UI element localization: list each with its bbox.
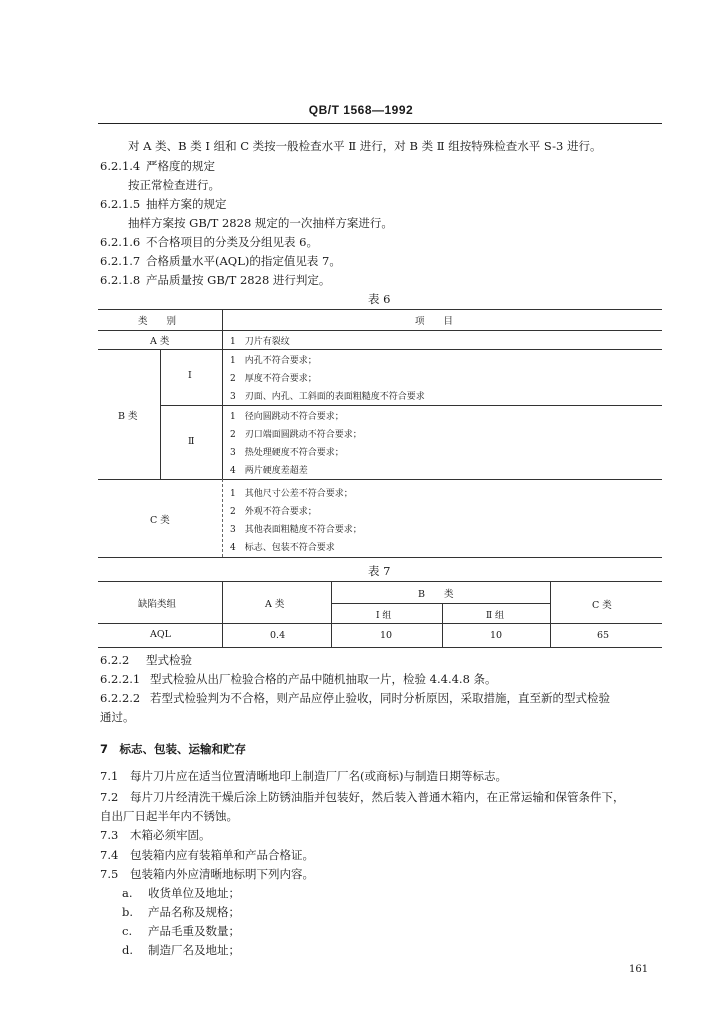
table6-a-item: 1 刀片有裂纹 (230, 337, 290, 347)
table7-row-label: AQL (150, 629, 171, 640)
standard-code: QB/T 1568—1992 (308, 103, 414, 117)
table-rule (98, 309, 662, 310)
table6-caption: 表 6 (368, 292, 391, 306)
table-rule (98, 557, 662, 558)
table7-head-b2: Ⅱ 组 (486, 611, 504, 621)
list-item: b. 产品名称及规格； (122, 905, 240, 919)
table-rule (98, 581, 662, 582)
table6-b1-item: 3 刃面、内孔、工斜面的表面粗糙度不符合要求 (230, 392, 425, 402)
table7-value-a: 0.4 (270, 630, 286, 641)
clause-6-2-2-1: 6.2.2.1 型式检验从出厂检验合格的产品中随机抽取一片，检验 4.4.4.8 条。 (100, 672, 497, 686)
list-item: a. 收货单位及地址； (122, 886, 240, 900)
table6-b1-item: 2 厚度不符合要求； (230, 374, 317, 384)
table6-b2-item: 4 两片硬度差超差 (230, 466, 308, 476)
table-rule (98, 623, 662, 624)
table6-b1-item: 1 内孔不符合要求； (230, 356, 317, 366)
clause-6-2-2: 6.2.2 型式检验 (100, 653, 192, 667)
table-rule (331, 603, 550, 604)
clause-7-4: 7.4 包装箱内应有装箱单和产品合格证。 (100, 848, 314, 862)
table-rule (160, 405, 662, 406)
table-rule (331, 581, 332, 647)
clause-6-2-1-8: 6.2.1.8 产品质量按 GB/T 2828 进行判定。 (100, 273, 331, 287)
paragraph: 抽样方案按 GB/T 2828 规定的一次抽样方案进行。 (128, 216, 393, 230)
table7-head-b: B 类 (418, 589, 454, 600)
page-number: 161 (629, 964, 649, 975)
table7-value-c: 65 (597, 630, 610, 641)
table6-head-category: 类 别 (138, 316, 177, 327)
table-rule (550, 581, 551, 647)
table-rule (98, 647, 662, 648)
clause-6-2-2-2: 6.2.2.2 若型式检验判为不合格，则产品应停止验收，同时分析原因，采取措施，直至新的型式检验 (100, 691, 610, 705)
table7-head-b1: Ⅰ 组 (376, 611, 392, 621)
table-rule (98, 330, 662, 331)
table-rule (98, 479, 662, 480)
table6-c-item: 4 标志、包装不符合要求 (230, 543, 335, 553)
list-item: d. 制造厂名及地址； (122, 943, 240, 957)
table7-head-defect: 缺陷类组 (138, 599, 177, 610)
table6-c-item: 1 其他尺寸公差不符合要求； (230, 489, 353, 499)
table6-c-item: 3 其他表面粗糙度不符合要求； (230, 525, 362, 535)
clause-7-3: 7.3 木箱必须牢固。 (100, 828, 211, 842)
table6-head-items: 项 目 (415, 316, 454, 327)
paragraph: 通过。 (100, 710, 135, 724)
table-rule (160, 349, 161, 479)
table7-value-b1: 10 (380, 630, 393, 641)
clause-7-5: 7.5 包装箱内外应清晰地标明下列内容。 (100, 867, 314, 881)
table6-b2-item: 2 刃口端面圆跳动不符合要求； (230, 430, 362, 440)
list-item: c. 产品毛重及数量； (122, 924, 240, 938)
table-rule (222, 581, 223, 647)
paragraph: 按正常检查进行。 (128, 178, 220, 192)
table6-b1-label: Ⅰ (188, 370, 192, 381)
table-rule (222, 479, 223, 557)
table-rule (98, 349, 662, 350)
table6-b2-item: 1 径向圆跳动不符合要求； (230, 412, 344, 422)
clause-7-2: 7.2 每片刀片经清洗干燥后涂上防锈油脂并包装好，然后装入普通木箱内，在正常运输和保管条件下， (100, 790, 625, 804)
clause-7-1: 7.1 每片刀片应在适当位置清晰地印上制造厂厂名(或商标)与制造日期等标志。 (100, 769, 507, 783)
clause-6-2-1-6: 6.2.1.6 不合格项目的分类及分组见表 6。 (100, 235, 318, 249)
table6-b2-item: 3 热处理硬度不符合要求； (230, 448, 344, 458)
table7-head-c: C 类 (592, 600, 612, 611)
clause-6-2-1-5: 6.2.1.5 抽样方案的规定 (100, 197, 227, 211)
table6-b2-label: Ⅱ (188, 436, 195, 447)
table-rule (222, 309, 223, 349)
table6-c-item: 2 外观不符合要求； (230, 507, 317, 517)
paragraph: 自出厂日起半年内不锈蚀。 (100, 809, 238, 823)
table7-caption: 表 7 (368, 564, 391, 578)
table7-value-b2: 10 (490, 630, 503, 641)
header-rule (98, 123, 662, 124)
table6-c-label: C 类 (150, 515, 170, 526)
table6-b-label: B 类 (118, 411, 138, 422)
table7-head-a: A 类 (265, 599, 285, 610)
clause-6-2-1-4: 6.2.1.4 严格度的规定 (100, 159, 215, 173)
clause-6-2-1-7: 6.2.1.7 合格质量水平(AQL)的指定值见表 7。 (100, 254, 341, 268)
section-7-title: 7 标志、包装、运输和贮存 (100, 742, 247, 756)
table-rule (442, 603, 443, 647)
table-rule (222, 349, 223, 479)
table6-a-label: A 类 (150, 336, 170, 347)
paragraph: 对 A 类、B 类 Ⅰ 组和 C 类按一般检查水平 Ⅱ 进行，对 B 类 Ⅱ 组按特殊检查水平 S-3 进行。 (128, 139, 602, 153)
